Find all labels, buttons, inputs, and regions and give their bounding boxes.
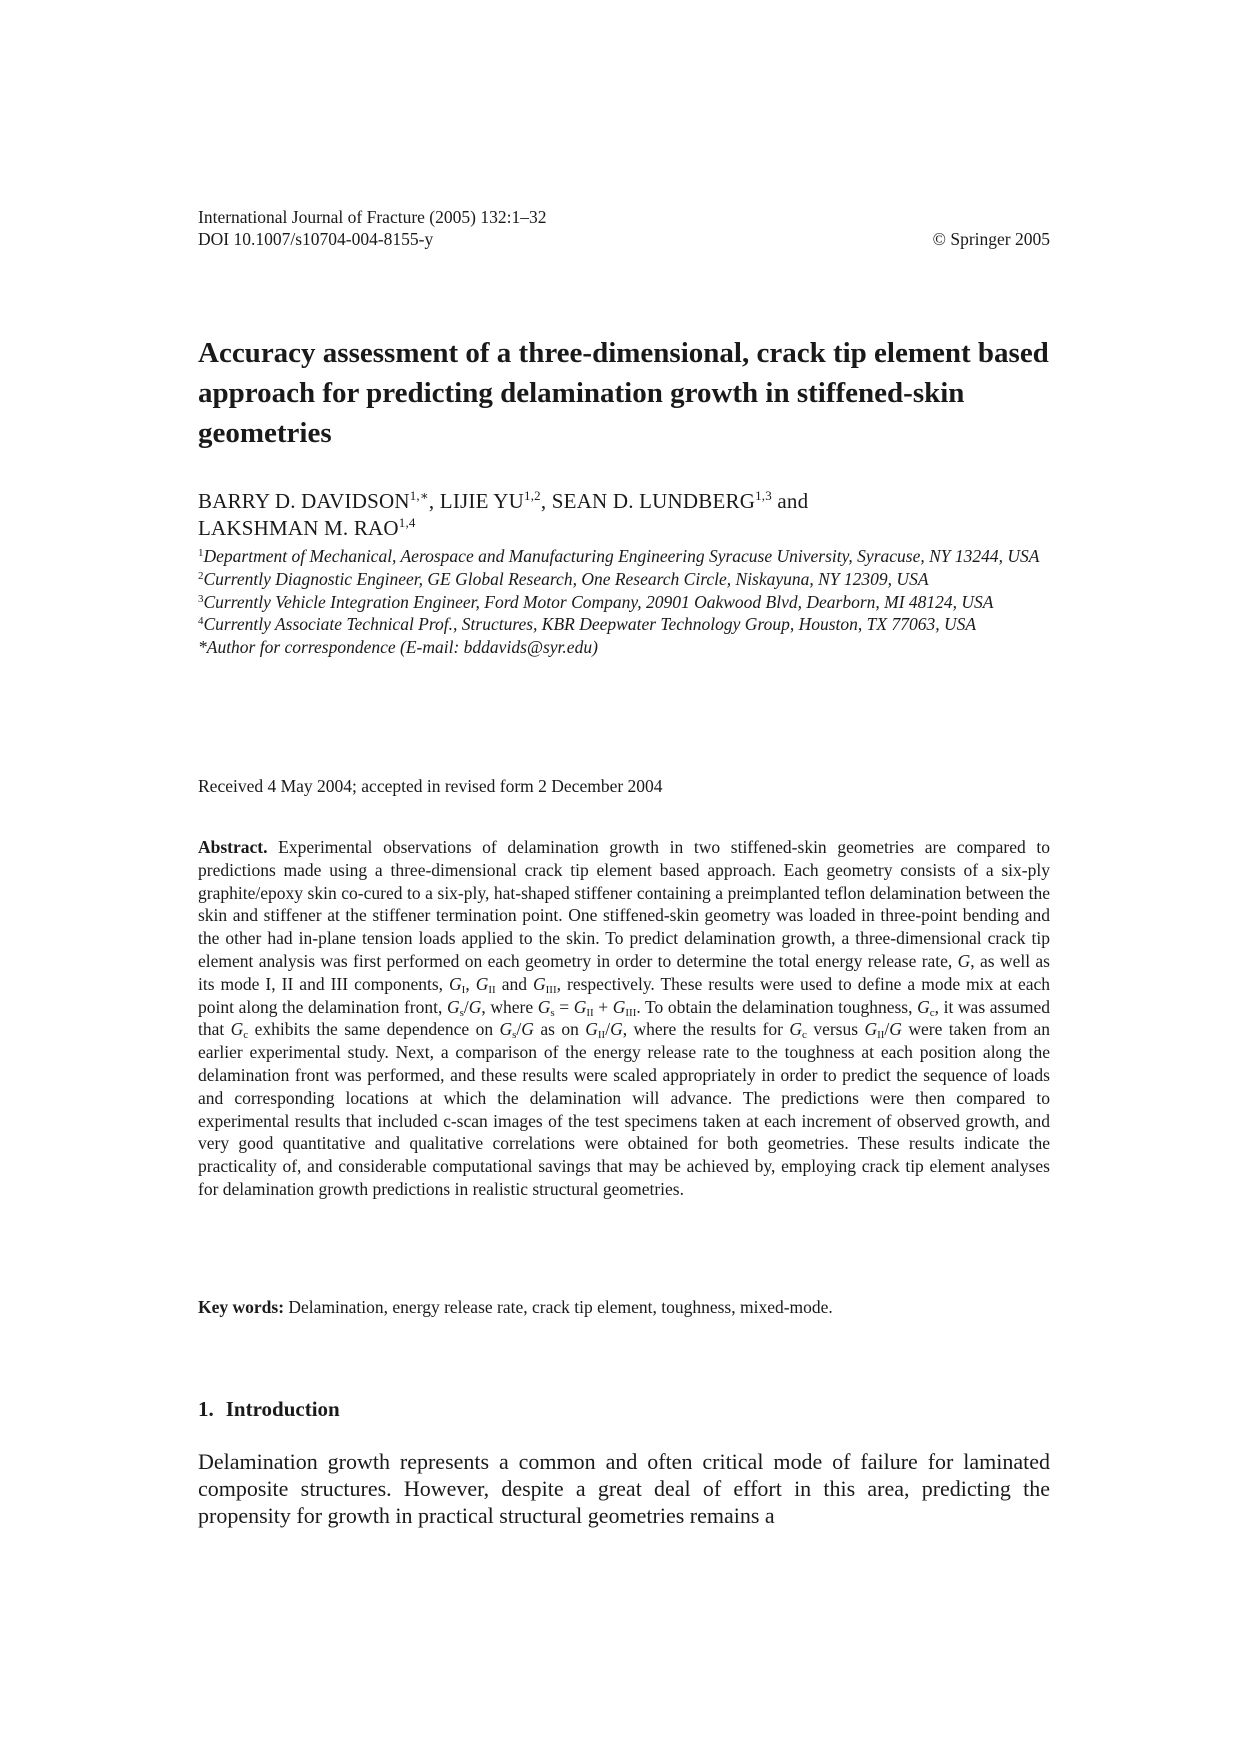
section-number: 1. [198,1397,214,1421]
journal-citation: International Journal of Fracture (2005) 132:1–32 [198,207,547,227]
copyright: © Springer 2005 [932,229,1050,249]
intro-paragraph: Delamination growth represents a common and often critical mode of failure for laminated composite structures. However, despite a great deal of effort in this area, predicting the propensity for growth in practical structural geometries remains a [198,1449,1050,1528]
author-separator: and [771,489,809,513]
author-name: BARRY D. DAVIDSON [198,489,410,513]
received-dates: Received 4 May 2004; accepted in revised form 2 December 2004 [198,776,663,796]
author-affil-marker: 1,∗ [409,488,429,503]
author-affil-marker: 1,2 [524,488,541,503]
author-separator: , [428,489,440,513]
affiliations [198,545,1050,659]
author-name: SEAN D. LUNDBERG [551,489,756,513]
keywords-label: Key words: [198,1297,285,1317]
author-name: LAKSHMAN M. RAO [198,516,399,540]
section-heading [198,1396,1050,1422]
author-separator: , [540,489,552,513]
journal-header [198,206,1050,250]
affiliation-3: $^3$Currently Vehicle Integration Engineer, Ford Motor Company, 20901 Oakwood Blvd, Dearborn, MI 48124, USA [198,591,994,612]
abstract-label: Abstract. [198,837,268,857]
affiliation-2: $^2$Currently Diagnostic Engineer, GE Global Research, One Research Circle, Niskayuna, NY 12309, USA [198,568,929,589]
author-list [198,488,1050,542]
affiliation-4: $^4$Currently Associate Technical Prof., Structures, KBR Deepwater Technology Group, Houston, TX 77063, USA [198,614,977,635]
keywords [198,1296,1050,1318]
section-title: Introduction [225,1397,340,1421]
author-affil-marker: 1,3 [755,488,772,503]
abstract: Abstract. Experimental observations of delamination growth in two stiffened-skin geometries are compared to predictions made using a three-dimensional crack tip element based approach. Each geometry consists of a six-ply graphite/epoxy skin co-cured to a six-ply, hat-shaped stiffener containing a preimplanted teflon delamination between the skin and stiffener at the stiffener termination point. One stiffened-skin geometry was loaded in three-point bending and the other had in-plane tension loads applied to the skin. To predict delamination growth, a three-dimensional crack tip element analysis was first performed on each geometry in order to determine the total energy release rate, G, as well as its mode I, II and III components, $G_I$, $G_{II}$ and $G_{III}$, respectively. These results were used to define a mode mix at each point along the delamination front, $G_s/G$, where $G_s = G_{II} + G_{III}$. To obtain the delamination toughness, $G_c$, it was assumed that $G_c$ exhibits the same dependence on $G_s/G$ as on $G_{II}/G$, where the results for $G_c$ versus $G_{II}/G$ were taken from an earlier experimental study. Next, a comparison of the energy release rate to the toughness at each position along the delamination front was performed, and these results were scaled appropriately in order to predict the sequence of loads and corresponding locations at which the delamination will advance. The predictions were then compared to experimental results that included c-scan images of the test specimens taken at each increment of observed growth, and very good quantitative and qualitative correlations were obtained for both geometries. These results indicate the practicality of, and considerable computational savings that may be achieved by, employing crack tip element analyses for delamination growth predictions in realistic structural geometries. [198,837,1051,1199]
author-name: LIJIE YU [439,489,525,513]
doi: DOI 10.1007/s10704-004-8155-y [198,229,434,249]
paper-title: Accuracy assessment of a three-dimensional, crack tip element based approach for predicting delamination growth in stiffened-skin geometries [198,337,1049,449]
author-affil-marker: 1,4 [398,515,416,530]
correspondence: *Author for correspondence (E-mail: bddavids@syr.edu) [198,637,598,658]
keywords-text: Delamination, energy release rate, crack tip element, toughness, mixed-mode. [288,1297,833,1317]
affiliation-1: $^1$Department of Mechanical, Aerospace and Manufacturing Engineering Syracuse University, Syracuse, NY 13244, USA [198,546,1040,566]
